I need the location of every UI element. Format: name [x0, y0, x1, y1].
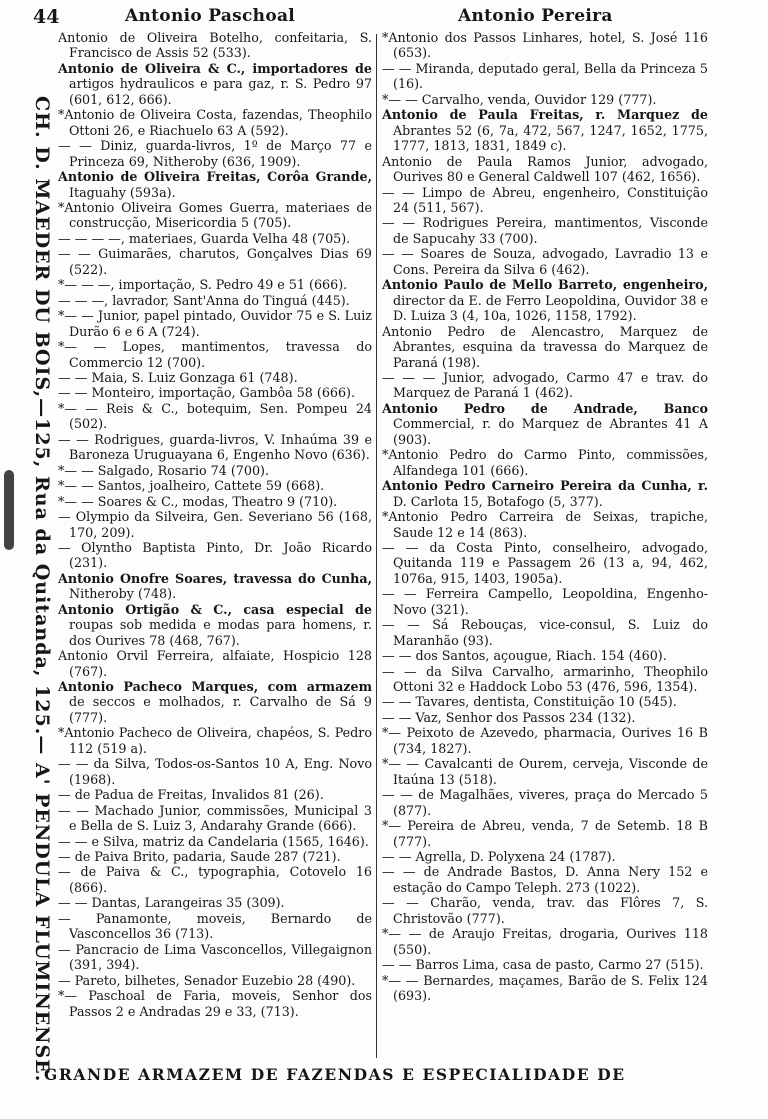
directory-entry: — — de Andrade Bastos, D. Anna Nery 152 e estação do Campo Teleph. 273 (1022). [382, 864, 708, 895]
directory-entry: — de Padua de Freitas, Invalidos 81 (26). [58, 787, 324, 803]
left-column [58, 30, 372, 1060]
directory-entry: — Pancracio de Lima Vasconcellos, Villegaignon (391, 394). [58, 941, 372, 973]
directory-entry: *— — Reis & C., botequim, Sen. Pompeu 24 (502). [58, 400, 372, 432]
directory-entry: — — dos Santos, açougue, Riach. 154 (460). [382, 648, 667, 664]
directory-entry: Antonio Pedro de Alencastro, Marquez de Abrantes, esquina da travessa do Marquez de Paraná (198). [382, 323, 708, 370]
directory-entry: *Antonio Pedro Carreira de Seixas, trapiche, Saude 12 e 14 (863). [382, 509, 708, 540]
directory-entry: *— — Santos, joalheiro, Cattete 59 (668). [58, 478, 325, 494]
directory-entry: *Antonio Pedro do Carmo Pinto, commissões, Alfandega 101 (666). [382, 447, 708, 478]
directory-entry: — — Dantas, Larangeiras 35 (309). [58, 895, 285, 911]
directory-entry: — Pareto, bilhetes, Senador Euzebio 28 (490). [58, 972, 356, 988]
directory-entry: — — Vaz, Senhor dos Passos 234 (132). [382, 709, 636, 725]
directory-entry: *— — Junior, papel pintado, Ouvidor 75 e S. Luiz Durão 6 e 6 A (724). [58, 308, 372, 339]
directory-entry: *— — Salgado, Rosario 74 (700). [58, 462, 269, 478]
directory-entry: *— — Cavalcanti de Ourem, cerveja, Visconde de Itaúna 13 (518). [382, 756, 708, 787]
directory-entry: — — de Magalhães, viveres, praça do Mercado 5 (877). [382, 787, 708, 818]
directory-entry: — — Soares de Souza, advogado, Lavradio 13 e Cons. Pereira da Silva 6 (462). [382, 246, 708, 277]
directory-entry: — — da Silva, Todos-os-Santos 10 A, Eng. Novo (1968). [58, 756, 372, 787]
directory-entry: Antonio Ortigão & C., casa especial de roupas sob medida e modas para homens, r. dos Ourives 78 (468, 767). [58, 601, 372, 648]
directory-entry: — — Diniz, guarda-livros, 1º de Março 77 e Princeza 69, Nitheroby (636, 1909). [58, 138, 372, 169]
directory-entry: Antonio Pacheco Marques, com armazem de seccos e molhados, r. Carvalho de Sá 9 (777). [58, 679, 372, 725]
directory-entry: Antonio Onofre Soares, travessa do Cunha, Nitheroby (748). [58, 570, 372, 602]
directory-entry: Antonio Paulo de Mello Barreto, engenheiro, director da E. de Ferro Leopoldina, Ouvidor 38 e D. Luiza 3 (4, 10a, 1026, 1158, 1792). [382, 277, 708, 324]
directory-entry: Antonio de Oliveira Freitas, Corôa Grande, Itaguahy (593a). [58, 169, 372, 200]
directory-entry: — — Sá Rebouças, vice-consul, S. Luiz do Maranhão (93). [382, 617, 708, 648]
directory-entry: — — — Junior, advogado, Carmo 47 e trav. do Marquez de Paraná 1 (462). [382, 369, 708, 401]
directory-entry: — — Machado Junior, commissões, Municipal 3 e Bella de S. Luiz 3, Andarahy Grande (666). [58, 802, 372, 834]
right-column [382, 30, 708, 1060]
running-header [0, 2, 768, 30]
directory-entry: — — da Silva Carvalho, armarinho, Theophilo Ottoni 32 e Haddock Lobo 53 (476, 596, 1354). [382, 663, 708, 695]
directory-entry: — — —, lavrador, Sant'Anna do Tinguá (445). [58, 292, 350, 308]
directory-entry: — — da Costa Pinto, conselheiro, advogado, Quitanda 119 e Passagem 26 (13 a, 94, 462, 1076a, 915, 1403, 1905a). [382, 539, 708, 586]
directory-entry: — — Rodrigues, guarda-livros, V. Inhaúma 39 e Baroneza Uruguayana 6, Engenho Novo (636). [58, 431, 372, 463]
directory-entry: — — Rodrigues Pereira, mantimentos, Visconde de Sapucahy 33 (700). [382, 215, 708, 246]
directory-entry: *— — Soares & C., modas, Theatro 9 (710). [58, 493, 338, 509]
directory-entry: — — Guimarães, charutos, Gonçalves Dias 69 (522). [58, 246, 372, 277]
side-advertisement: CH. D. MAEDER DU BOIS,—125, Rua da Quitanda, 125.— A' PENDULA FLUMINENSE. [31, 96, 53, 1083]
directory-entry: *— Pereira de Abreu, venda, 7 de Setemb. 18 B (777). [382, 818, 708, 849]
directory-entry: — — Barros Lima, casa de pasto, Carmo 27 (515). [382, 957, 704, 973]
directory-entry: *— — de Araujo Freitas, drogaria, Ourives 118 (550). [382, 926, 708, 957]
directory-entry: Antonio de Paula Freitas, r. Marquez de Abrantes 52 (6, 7a, 472, 567, 1247, 1652, 1775, 1777, 1813, 1831, 1849 c). [382, 107, 708, 154]
directory-entry: — — Ferreira Campello, Leopoldina, Engenho-Novo (321). [382, 586, 708, 617]
directory-entry: — de Paiva Brito, padaria, Saude 287 (721). [58, 849, 341, 865]
column-divider [376, 34, 377, 1058]
directory-entry: — Olympio da Silveira, Gen. Severiano 56 (168, 170, 209). [58, 509, 372, 540]
directory-entry: — — — —, materiaes, Guarda Velha 48 (705). [58, 230, 351, 246]
directory-entry: Antonio Orvil Ferreira, alfaiate, Hospicio 128 (767). [58, 648, 372, 679]
directory-entry: — — Charão, venda, trav. das Flôres 7, S. Christovão (777). [382, 895, 708, 926]
directory-entry: Antonio de Oliveira & C., importadores de artigos hydraulicos e para gaz, r. S. Pedro 97 (601, 612, 666). [58, 60, 372, 107]
directory-entry: *— Paschoal de Faria, moveis, Senhor dos Passos 2 e Andradas 29 e 33, (713). [58, 988, 372, 1019]
directory-entry: Antonio Pedro de Andrade, Banco Commercial, r. do Marquez de Abrantes 41 A (903). [382, 400, 708, 447]
directory-entry: *Antonio dos Passos Linhares, hotel, S. José 116 (653). [382, 30, 708, 61]
directory-entry: *— — Carvalho, venda, Ouvidor 129 (777). [382, 91, 657, 107]
directory-entry: — — Limpo de Abreu, engenheiro, Constituição 24 (511, 567). [382, 184, 708, 215]
header-right-title: Antonio Pereira [458, 6, 613, 26]
directory-entry: — de Paiva & C., typographia, Cotovelo 16 (866). [58, 864, 372, 895]
directory-entry: Antonio de Oliveira Botelho, confeitaria, S. Francisco de Assis 52 (533). [58, 30, 372, 61]
footer-advertisement: GRANDE ARMAZEM DE FAZENDAS E ESPECIALIDADE DE [44, 1065, 626, 1084]
directory-entry: Antonio de Paula Ramos Junior, advogado, Ourives 80 e General Caldwell 107 (462, 1656). [382, 153, 708, 185]
directory-entry: — — Tavares, dentista, Constituição 10 (545). [382, 694, 677, 710]
header-left-title: Antonio Paschoal [125, 6, 296, 26]
directory-entry: *— — —, importação, S. Pedro 49 e 51 (666). [58, 277, 348, 293]
directory-entry: — Panamonte, moveis, Bernardo de Vasconcellos 36 (713). [58, 910, 372, 942]
directory-entry: — — Miranda, deputado geral, Bella da Princeza 5 (16). [382, 60, 708, 92]
directory-entry: — — e Silva, matriz da Candelaria (1565, 1646). [58, 833, 369, 849]
ink-blot [4, 470, 14, 550]
directory-entry: — Olyntho Baptista Pinto, Dr. João Ricardo (231). [58, 539, 372, 571]
directory-entry: *Antonio de Oliveira Costa, fazendas, Theophilo Ottoni 26, e Riachuelo 63 A (592). [58, 107, 372, 138]
page-number: 44 [33, 6, 60, 28]
directory-entry: Antonio Pedro Carneiro Pereira da Cunha, r. D. Carlota 15, Botafogo (5, 377). [382, 478, 708, 509]
directory-entry: *— — Lopes, mantimentos, travessa do Commercio 12 (700). [58, 339, 372, 370]
directory-entry: *Antonio Oliveira Gomes Guerra, materiaes de construcção, Misericordia 5 (705). [58, 199, 372, 231]
directory-entry: *— — Bernardes, maçames, Barão de S. Felix 124 (693). [382, 972, 708, 1004]
directory-entry: — — Agrella, D. Polyxena 24 (1787). [382, 849, 616, 865]
directory-entry: *Antonio Pacheco de Oliveira, chapéos, S. Pedro 112 (519 a). [58, 725, 372, 756]
directory-entry: — — Maia, S. Luiz Gonzaga 61 (748). [58, 369, 298, 385]
directory-entry: *— Peixoto de Azevedo, pharmacia, Ourives 16 B (734, 1827). [382, 725, 708, 756]
directory-entry: — — Monteiro, importação, Gambôa 58 (666). [58, 385, 356, 401]
